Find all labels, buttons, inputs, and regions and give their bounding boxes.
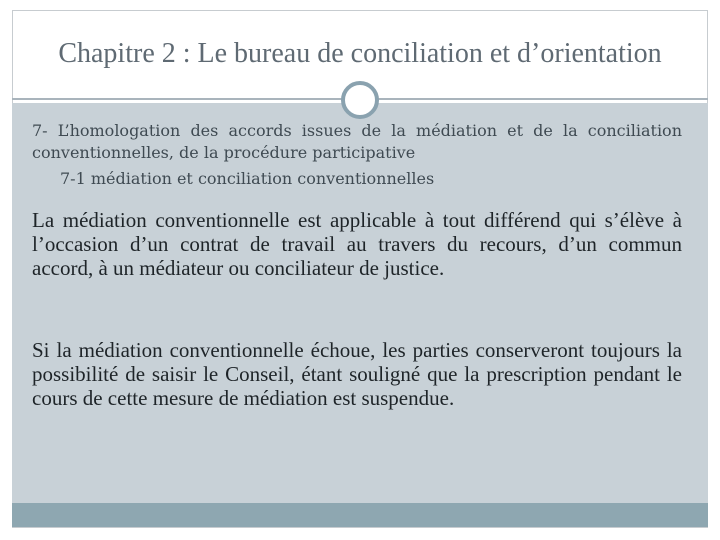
section-heading: 7- L’homologation des accords issues de la médiation et de la conciliation conventionnelles, de la procédure participative <box>32 121 682 162</box>
body-paragraph-1: La médiation conventionnelle est applicable à tout différend qui s’élève à l’occasion d’un contrat de travail au travers du recours, d’un commun accord, à un médiateur ou conciliateur de justice. <box>32 208 682 280</box>
body-paragraph-2: Si la médiation conventionnelle échoue, les parties conserveront toujours la possibilité de saisir le Conseil, étant souligné que la prescription pendant le cours de cette mesure de médiation est suspendue. <box>32 338 682 410</box>
sub-heading: 7-1 médiation et conciliation conventionnelles <box>60 169 435 188</box>
slide-title: Chapitre 2 : Le bureau de conciliation et d’orientation <box>58 38 662 69</box>
footer-bar <box>12 503 708 527</box>
decorative-circle-icon <box>341 81 379 119</box>
